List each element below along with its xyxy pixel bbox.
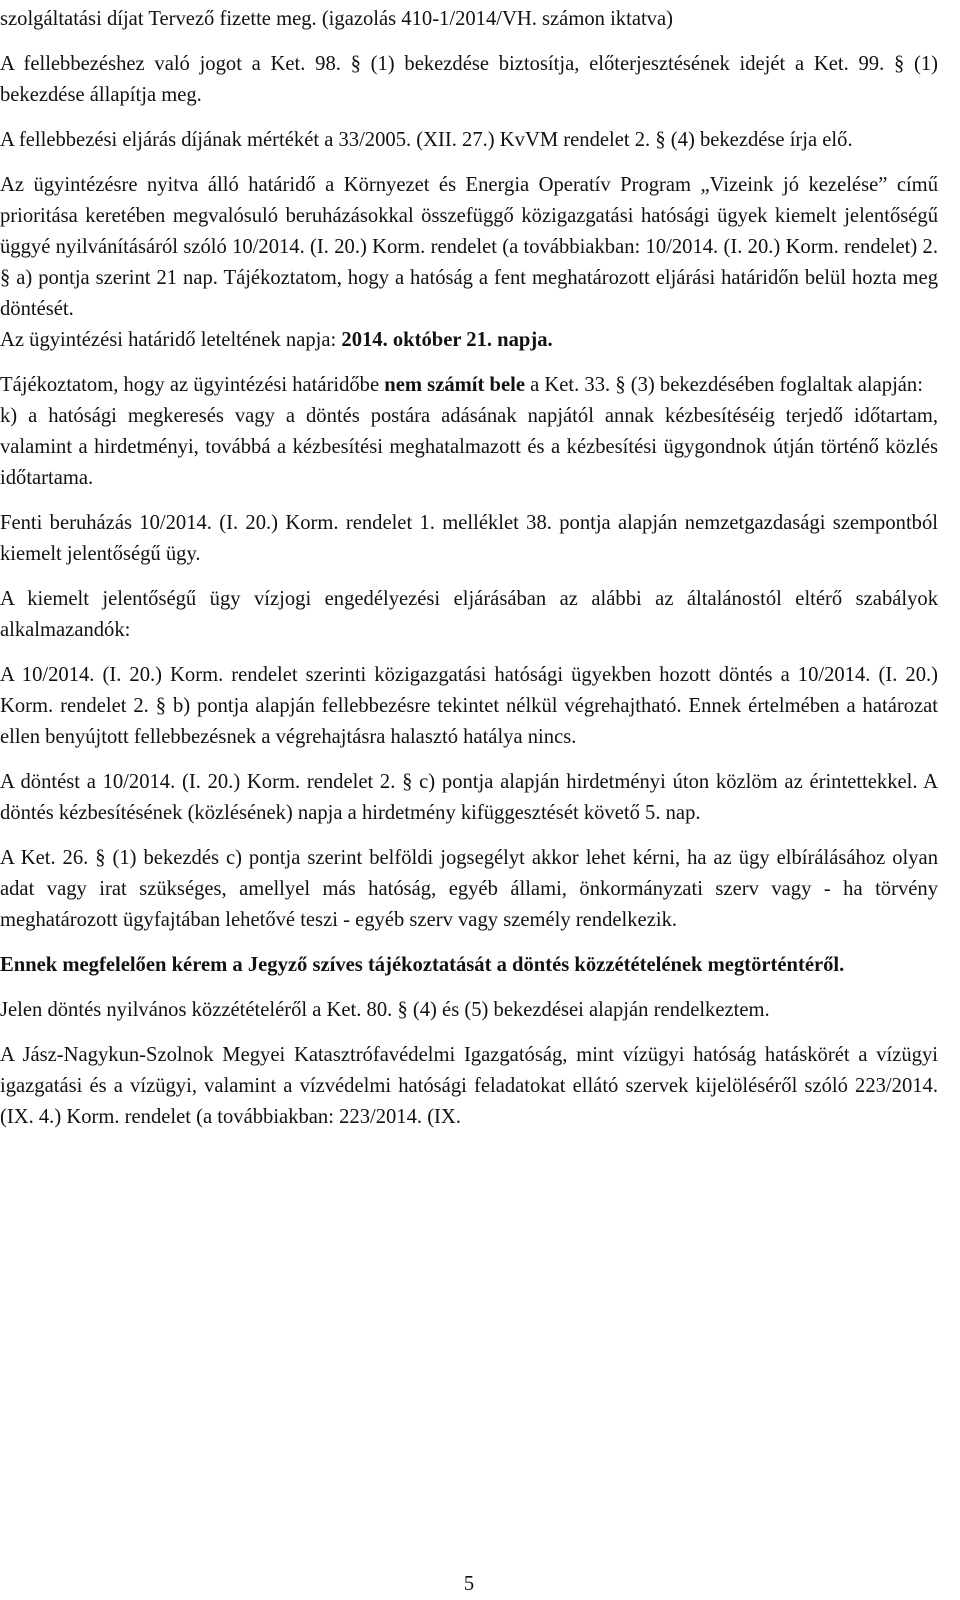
paragraph-special-rules bbox=[0, 584, 938, 646]
page-number: 5 bbox=[463, 1573, 475, 1595]
paragraph-enforceable bbox=[0, 660, 938, 753]
paragraph-text: szolgáltatási díjat Tervező fizette meg. (igazolás 410-1/2014/VH. számon iktatva) bbox=[0, 8, 673, 30]
paragraph-priority-project bbox=[0, 508, 938, 570]
paragraph-text: A fellebbezési eljárás díjának mértékét a 33/2005. (XII. 27.) KvVM rendelet 2. § (4) bekezdése írja elő. bbox=[0, 129, 853, 151]
paragraph-appeal-fee bbox=[0, 125, 938, 156]
bold-phrase: nem számít bele bbox=[384, 374, 525, 396]
paragraph-text: Tájékoztatom, hogy az ügyintézési határidőbe bbox=[0, 374, 385, 396]
paragraph-fee-payment bbox=[0, 4, 938, 35]
paragraph-text: Jelen döntés nyilvános közzétételéről a Ket. 80. § (4) és (5) bekezdései alapján rendelkeztem. bbox=[0, 999, 770, 1021]
deadline-line bbox=[0, 325, 938, 356]
paragraph-legal-assistance bbox=[0, 843, 938, 936]
paragraph-publication bbox=[0, 995, 938, 1026]
bold-request-text: Ennek megfelelően kérem a Jegyző szíves tájékoztatását a döntés közzétételének megtörténtéről. bbox=[0, 954, 845, 976]
deadline-label: Az ügyintézési határidő leteltének napja: bbox=[0, 329, 342, 351]
paragraph-request-notary bbox=[0, 950, 938, 981]
paragraph-text: a Ket. 33. § (3) bekezdésében foglaltak alapján: bbox=[524, 374, 923, 396]
paragraph-text: A kiemelt jelentőségű ügy vízjogi engedélyezési eljárásában az alábbi az általánostól eltérő szabályok alkalmazandók: bbox=[0, 588, 938, 641]
paragraph-text: Fenti beruházás 10/2014. (I. 20.) Korm. rendelet 1. melléklet 38. pontja alapján nemzetgazdasági szempontból kiemelt jelentőségű ügy. bbox=[0, 512, 938, 565]
paragraph-text: A 10/2014. (I. 20.) Korm. rendelet szerinti közigazgatási hatósági ügyekben hozott döntés a 10/2014. (I. 20.) Korm. rendelet 2. § b) pontja alapján fellebbezésre tekintet nélkül végrehajtható. Ennek értelmében a határozat ellen benyújtott fellebbezésnek a végrehajtásra halasztó hatálya nincs. bbox=[0, 664, 938, 748]
paragraph-text: A Jász-Nagykun-Szolnok Megyei Katasztrófavédelmi Igazgatóság, mint vízügyi hatóság hatáskörét a vízügyi igazgatási és a vízügyi, valamint a vízvédelmi hatósági feladatokat ellátó szervek kijelöléséről szóló 223/2014. (IX. 4.) Korm. rendelet (a továbbiakban: 223/2014. (IX. bbox=[0, 1044, 938, 1128]
paragraph-authority bbox=[0, 1040, 938, 1133]
paragraph-excluded-time bbox=[0, 370, 938, 494]
paragraph-text: A döntést a 10/2014. (I. 20.) Korm. rendelet 2. § c) pontja alapján hirdetményi úton közlöm az érintettekkel. A döntés kézbesítésének (közlésének) napja a hirdetmény kifüggesztését követő 5. nap. bbox=[0, 771, 938, 824]
paragraph-deadline bbox=[0, 170, 938, 356]
paragraph-appeal-right bbox=[0, 49, 938, 111]
paragraph-text: A fellebbezéshez való jogot a Ket. 98. § (1) bekezdése biztosítja, előterjesztésének idejét a Ket. 99. § (1) bekezdése állapítja meg. bbox=[0, 53, 938, 106]
paragraph-text: Az ügyintézésre nyitva álló határidő a Környezet és Energia Operatív Program „Vizeink jó kezelése” című prioritása keretében megvalósuló beruházásokkal összefüggő közigazgatási hatósági ügyek kiemelt jelentőségű üggyé nyilvánításáról szóló 10/2014. (I. 20.) Korm. rendelet (a továbbiakban: 10/2014. (I. 20.) Korm. rendelet) 2. § a) pontja szerint 21 nap. Tájékoztatom, hogy a hatóság a fent meghatározott eljárási határidőn belül hozta meg döntését. bbox=[0, 174, 938, 320]
paragraph-public-notice bbox=[0, 767, 938, 829]
paragraph-text: A Ket. 26. § (1) bekezdés c) pontja szerint belföldi jogsegélyt akkor lehet kérni, ha az ügy elbírálásához olyan adat vagy irat szükséges, amellyel más hatóság, egyéb állami, önkormányzati szerv vagy - ha törvény meghatározott ügyfajtában lehetővé teszi - egyéb szerv vagy személy rendelkezik. bbox=[0, 847, 938, 931]
paragraph-text: k) a hatósági megkeresés vagy a döntés postára adásának napjától annak kézbesítéséig terjedő időtartam, valamint a hirdetményi, továbbá a kézbesítési meghatalmazott és a kézbesítési ügygondnok útján történő közlés időtartama. bbox=[0, 405, 938, 489]
deadline-date: 2014. október 21. napja. bbox=[341, 329, 553, 351]
